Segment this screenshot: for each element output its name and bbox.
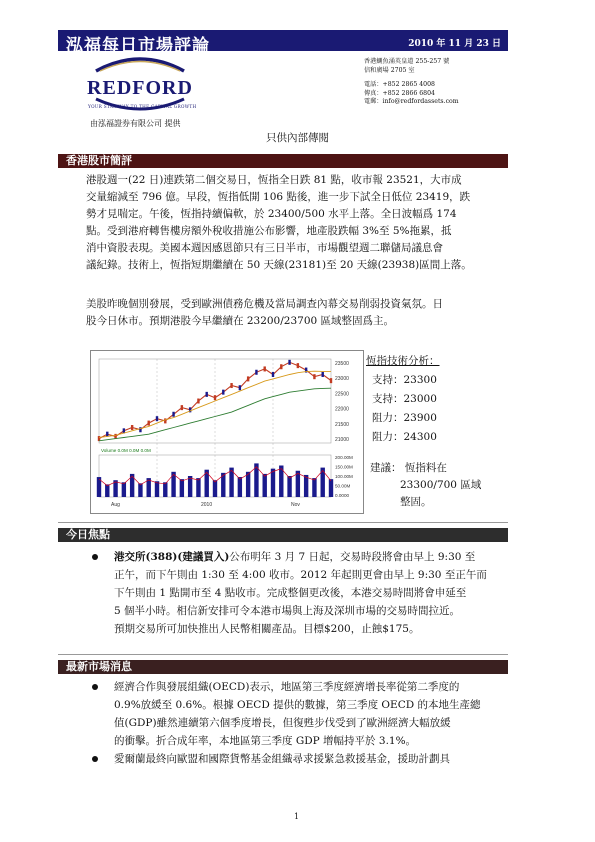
text-line	[114, 548, 508, 566]
candle	[131, 425, 133, 430]
y-tick-label: 23500	[335, 361, 349, 367]
volume-bar	[304, 475, 308, 497]
y-tick-label: 21500	[335, 421, 349, 428]
candle	[222, 390, 224, 395]
page-number: 1	[294, 812, 300, 821]
text-line: 勢才見喘定。午後，恆指持續偏軟，於 23400/500 水平上落。全日波幅爲 174	[86, 208, 457, 220]
volume-bar	[329, 479, 333, 497]
logo-text: REDFORD	[87, 77, 193, 99]
text-line: 值(GDP)雖然連續第六個季度增長，但復甦步伐受到了歐洲經濟大幅放緩	[114, 717, 451, 729]
text-line: 愛爾蘭最終向歐盟和國際貨幣基金組織尋求援緊急救援基金，援助計劃具	[114, 753, 450, 765]
section-heading: 香港股市簡評	[66, 154, 132, 167]
text-line: 5 個半小時。相信新安排可令本港市場與上海及深圳市場的交易時間拉近。	[114, 605, 461, 617]
volume-bar	[271, 469, 275, 497]
candle	[264, 366, 266, 371]
candle	[247, 376, 249, 381]
resistance-level: 阻力：24300	[372, 431, 437, 443]
x-tick-label: 2010	[201, 502, 213, 508]
volume-bar	[246, 472, 250, 497]
address-line: 香港鰂魚涌英皇道 255-257 號	[364, 58, 450, 65]
section-heading: 最新市場消息	[66, 660, 132, 673]
news-item	[114, 678, 508, 750]
candle	[322, 372, 324, 377]
text-line: 消中資股表現。美國本週因感恩節只有三日半市，市場觀望週二聯儲局議息會	[86, 242, 443, 254]
text-line: 交量縮減至 796 億。早段，恆指低開 106 點後，進一步下試全日低位 23419，跌	[86, 191, 471, 203]
text-line: 預期交易所可加快推出人民幣相關產品。目標$200，止蝕$175。	[114, 623, 420, 635]
contact-block	[364, 58, 459, 107]
candle	[156, 416, 158, 421]
x-tick-label: Aug	[111, 502, 120, 508]
candle	[181, 405, 183, 410]
text-line: 正午，而下午則由 1:30 至 4:00 收市。2012 年起則更會由早上 9:30 至正午而	[114, 569, 487, 581]
text-line: 議紀錄。技術上，恆指短期繼續在 50 天線(23181)至 20 天線(23938)區間上落。	[86, 259, 472, 271]
section-focus	[58, 528, 508, 542]
section-news	[58, 660, 508, 674]
candle	[280, 364, 282, 369]
bullet-icon	[92, 554, 98, 560]
candle	[288, 360, 290, 365]
fax: 傳真：+852 2866 6804	[364, 89, 435, 97]
candle	[148, 421, 150, 426]
volume-bar	[138, 483, 142, 497]
volume-bar	[196, 478, 200, 497]
y-tick-label: 22000	[335, 406, 349, 413]
candle	[313, 374, 315, 379]
volume-tick-label: 50.00M	[335, 483, 351, 489]
internal-circulation-note: 只供內部傳閱	[266, 132, 329, 144]
candle	[272, 372, 274, 377]
hang-seng-chart	[90, 350, 364, 514]
volume-bar	[263, 474, 267, 497]
section-heading: 今日焦點	[66, 528, 110, 541]
volume-bar	[180, 479, 184, 497]
volume-bar	[155, 481, 159, 497]
address-line: 信和廣場 2705 室	[364, 66, 415, 74]
technical-analysis	[366, 352, 440, 447]
volume-bar	[122, 482, 126, 497]
divider	[58, 654, 508, 655]
volume-bar	[312, 478, 316, 497]
candle	[330, 378, 332, 383]
volume-tick-label: 150.00M	[335, 464, 353, 470]
volume-tick-label: 100.00M	[335, 474, 353, 479]
report-title: 泓福每日市場評論	[66, 36, 210, 56]
tech-title: 恆指技術分析：	[366, 355, 440, 367]
recommendation-line: 整固。	[400, 496, 432, 508]
resistance-level: 阻力：23900	[372, 412, 437, 424]
volume-tick-label: 200.00M	[335, 455, 353, 460]
provided-by: 由泓福證券有限公司 提供	[90, 119, 181, 128]
recommendation-line: 建議： 恆指料在	[370, 462, 447, 474]
focus-text: 公布明年 3 月 7 日起，交易時段將會由早上 9:30 至	[229, 551, 476, 563]
text-line: 港股週一(22 日)連跌第二個交易日，恆指全日跌 81 點，收市報 23521，大市成	[86, 174, 462, 186]
candle	[214, 395, 216, 400]
divider	[58, 522, 508, 523]
email: 電郵：info@redfordassets.com	[364, 98, 459, 106]
recommendation	[370, 460, 481, 511]
candle	[197, 399, 199, 404]
volume-bar	[287, 476, 291, 497]
bullet-icon	[92, 756, 98, 762]
text-line: 股今日休市。預期港股今早繼續在 23200/23700 區域整固爲主。	[86, 315, 395, 327]
support-level: 支持：23000	[372, 393, 437, 405]
report-date: 2010 年 11 月 23 日	[408, 39, 501, 49]
x-tick-label: Nov	[291, 502, 300, 508]
volume-bar	[163, 482, 167, 497]
section-hk-market	[58, 154, 508, 168]
news-item	[114, 750, 508, 768]
text-line: 經濟合作與發展組織(OECD)表示，地區第三季度經濟增長率從第二季度的	[114, 681, 460, 693]
market-paragraph-1	[86, 172, 506, 274]
volume-tick-label: 0.0000	[335, 493, 350, 498]
volume-bar	[213, 480, 217, 497]
support-level: 支持：23300	[372, 374, 437, 386]
candle	[230, 383, 232, 388]
bullet-icon	[92, 684, 98, 690]
market-paragraph-2	[86, 296, 506, 330]
phone: 電話：+852 2865 4008	[364, 81, 435, 89]
y-tick-label: 21000	[335, 437, 349, 443]
text-line: 0.9%放緩至 0.6%。根據 OECD 提供的數據，第三季度 OECD 的本地生產總	[114, 699, 481, 711]
candle	[206, 392, 208, 397]
volume-bar	[188, 476, 192, 497]
text-line: 點。受到港府轉售樓房額外稅收措施公布影響，地產股跌幅 3%至 5%拖累，抵	[86, 225, 452, 237]
candle	[297, 363, 299, 368]
volume-bar	[238, 477, 242, 497]
recommendation-line: 23300/700 區域	[400, 479, 482, 491]
volume-bar	[105, 484, 109, 497]
candle	[255, 370, 257, 375]
volume-legend: Volume 0.0M 0.0M 0.0M	[101, 448, 151, 453]
logo-tagline: YOUR STAIRWAY TO THE CAPITAL GROWTH	[88, 104, 197, 109]
stock-recommendation: 港交所(388)(建議買入)	[114, 551, 230, 563]
y-tick-label: 22500	[335, 391, 349, 398]
focus-item	[114, 548, 508, 638]
candle	[239, 385, 241, 390]
text-line: 下午則由 1 點開市至 4 點收市。完成整個更改後，本港交易時間將會申延至	[114, 587, 467, 599]
candle	[172, 412, 174, 417]
text-line: 的衝擊。折合成年率，本地區第三季度 GDP 增幅持平於 3.1%。	[114, 735, 417, 747]
y-tick-label: 23000	[335, 376, 349, 383]
text-line: 美股昨晚個別發展，受到歐洲債務危機及當局調查內幕交易削弱投資氣氛。日	[86, 298, 443, 310]
